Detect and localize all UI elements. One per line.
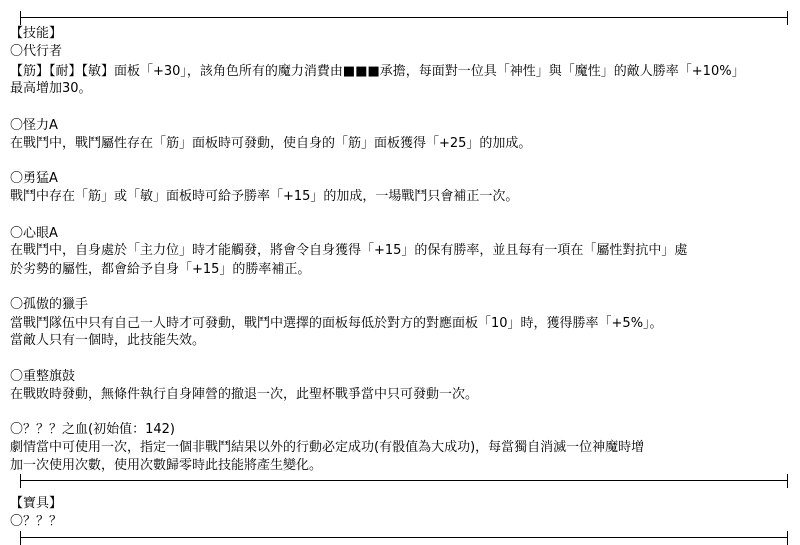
- skill-name-kairiki: 〇怪力A: [10, 118, 58, 133]
- skill-name-yuumou: 〇勇猛A: [10, 171, 58, 186]
- skills-header: 【技能】: [10, 26, 63, 41]
- skill-name-unknown-blood: 〇？？？之血(初始值：142): [10, 422, 175, 437]
- np-item: 〇？？？: [10, 514, 63, 529]
- skill-name-lone-hunter: 〇孤傲的獵手: [10, 297, 89, 312]
- np-header: 【寶具】: [10, 496, 63, 511]
- skill-name-shingan: 〇心眼A: [10, 226, 58, 241]
- skill-desc-line: 當敵人只有一個時，此技能失效。: [10, 333, 206, 348]
- skill-desc-line: 加一次使用次數，使用次數歸零時此技能將產生變化。: [10, 458, 323, 473]
- skill-desc-line: 【筋】【耐】【敏】面板「+30」，該角色所有的魔力消費由■■■承擔，每面對一位具「神性」與「魔性」的敵人勝率「+10%」: [10, 64, 745, 79]
- skill-desc-line: 最高增加30。: [10, 81, 92, 96]
- skill-desc-line: 在戰鬥中，自身處於「主力位」時才能觸發，將會令自身獲得「+15」的保有勝率，並且每有一項在「屬性對抗中」處: [10, 243, 688, 258]
- bottom-divider: [20, 537, 788, 538]
- skill-name-daikosha: 〇代行者: [10, 44, 63, 59]
- skill-desc-line: 在戰鬥中，戰鬥屬性存在「筋」面板時可發動，使自身的「筋」面板獲得「+25」的加成。: [10, 136, 532, 151]
- skill-desc-line: 於劣勢的屬性，都會給予自身「+15」的勝率補正。: [10, 262, 311, 277]
- skill-name-regroup: 〇重整旗鼓: [10, 369, 76, 384]
- skill-desc-line: 在戰敗時發動，無條件執行自身陣營的撤退一次，此聖杯戰爭當中只可發動一次。: [10, 387, 479, 402]
- skill-desc-line: 劇情當中可使用一次，指定一個非戰鬥結果以外的行動必定成功(有骰值為大成功)，每當獨自消滅一位神魔時增: [10, 440, 645, 455]
- middle-divider: [20, 480, 788, 481]
- top-divider: [20, 17, 788, 18]
- skill-desc-line: 當戰鬥隊伍中只有自己一人時才可發動，戰鬥中選擇的面板每低於對方的對應面板「10」時，獲得勝率「+5%」。: [10, 316, 663, 331]
- skill-desc-line: 戰鬥中存在「筋」或「敏」面板時可給予勝率「+15」的加成，一場戰鬥只會補正一次。: [10, 189, 519, 204]
